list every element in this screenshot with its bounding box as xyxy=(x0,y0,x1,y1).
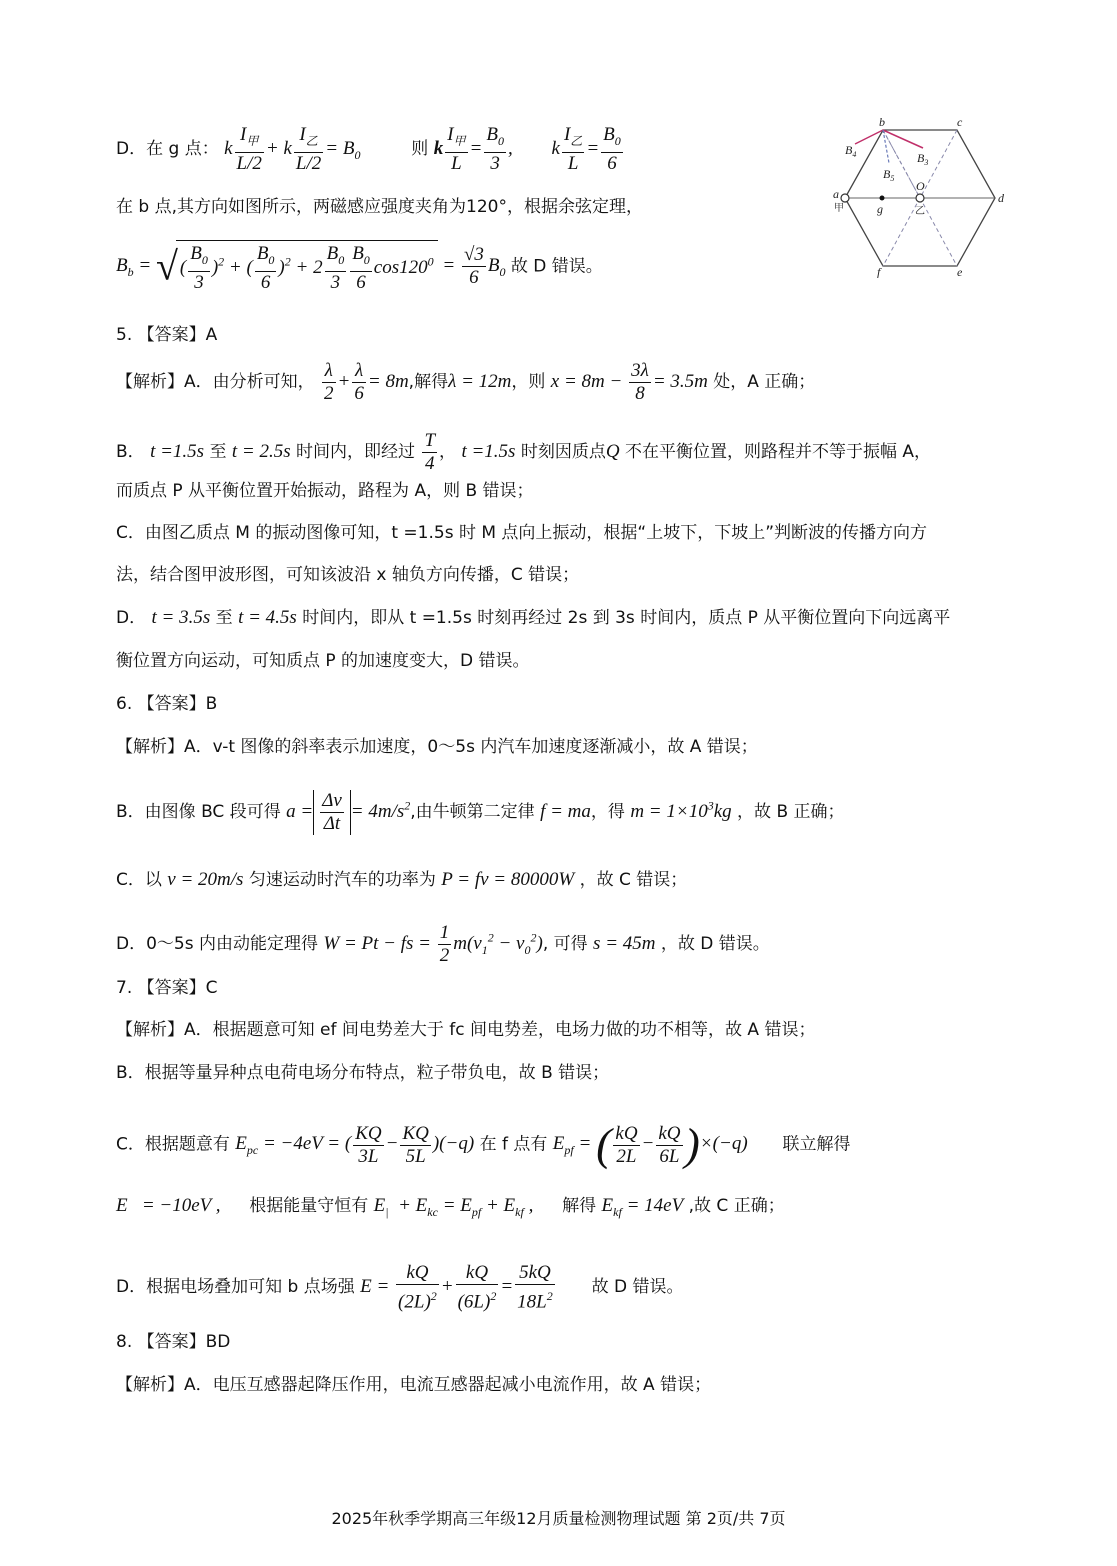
point-g xyxy=(880,196,885,201)
q6-answer: 6. 【答案】B xyxy=(116,694,218,714)
wire-jia xyxy=(841,194,849,202)
page-footer: 2025年秋季学期高三年级12月质量检测物理试题 第 2页/共 7页 xyxy=(331,1509,786,1528)
q5-a-line: 【解析】A．由分析可知， $\frac{\lambda}{2}$ + $\frac{\lambda}{6}$ = 8m,解得λ = 12m，则 x = 8m − $\frac{3\lambda}{8}$ = 3.5m 处，A 正确； xyxy=(116,360,816,404)
label-e: e xyxy=(957,265,963,278)
label-a: a xyxy=(833,187,839,201)
label-g: g xyxy=(877,202,883,216)
q5-d-line-1: D． t = 3.5s 至 t = 4.5s 时间内，即从 t =1.5s 时刻再经过 2s 到 3s 时间内，质点 P 从平衡位置向下向远离平 xyxy=(116,607,951,628)
wire-yi xyxy=(916,194,924,202)
q5-b-line-2: 而质点 P 从平衡位置开始振动，路程为 A，则 B 错误； xyxy=(116,481,534,501)
formula-ratio-1: k $\frac{I_甲}{L}$ = $\frac{B_0}{3}$ , xyxy=(433,124,513,174)
label-jia: 甲 xyxy=(834,203,844,214)
formula-g-point: k $\frac{I_甲}{L/2}$ + k $\frac{I_乙}{L/2}$ = $B_0$ xyxy=(224,124,361,174)
q7-a-line: 【解析】A．根据题意可知 ef 间电势差大于 fc 间电势差，电场力做的功不相等，故 A 错误； xyxy=(116,1020,816,1040)
q6-c-line: C．以 v = 20m/s 匀速运动时汽车的功率为 P = fv = 80000W ，故 C 错误； xyxy=(116,869,688,890)
arrow-b5 xyxy=(883,130,889,163)
q5-c-line-1: C．由图乙质点 M 的振动图像可知，t =1.5s 时 M 点向上振动，根据“上坡下，下坡上”判断波的传播方向方 xyxy=(116,523,928,543)
q5-d-line-2: 衡位置方向运动，可知质点 P 的加速度变大，D 错误。 xyxy=(116,651,530,671)
q4-b-point-text: 在 b 点,其方向如图所示，两磁感应强度夹角为120°，根据余弦定理， xyxy=(116,197,643,217)
q7-c-line: C．根据题意有 $E_{pc} = -4eV$ = ( $\frac{KQ}{3L}$ − $\frac{KQ}{5L}$ )(−q) 在 f 点有 $E_{pf}$ = ( $\frac{kQ}{2L}$ − $\frac{kQ}{6L}$ )×(−q) 联立解得 xyxy=(116,1119,851,1170)
label-b5: $B_5$ xyxy=(883,167,895,183)
arrow-b3 xyxy=(883,130,923,148)
q5-answer: 5. 【答案】A xyxy=(116,325,218,345)
formula-ratio-2: k $\frac{I_乙}{L}$ = $\frac{B_0}{6}$ xyxy=(551,124,621,174)
q6-a-line: 【解析】A．v-t 图像的斜率表示加速度，0～5s 内汽车加速度逐渐减小，故 A 错误； xyxy=(116,737,758,757)
q5-c-line-2: 法，结合图甲波形图，可知该波沿 x 轴负方向传播，C 错误； xyxy=(116,565,580,585)
label-b3: $B_3$ xyxy=(917,151,929,167)
q7-b-line: B．根据等量异种点电荷电场分布特点，粒子带负电，故 B 错误； xyxy=(116,1063,610,1083)
label-d: d xyxy=(998,191,1004,205)
label-b4: $B_4$ xyxy=(845,143,857,159)
q4-d-line: D．在 g 点： k $\frac{I_甲}{L/2}$ + k $\frac{I_乙}{L/2}$ = $B_0$ 则 k $\frac{I_甲}{L}$ = $\frac{B_0}{3}$ , k $\frac{I_乙}{L}$ = $\frac{B_0}{6}$ xyxy=(116,124,625,175)
q8-a-line: 【解析】A．电压互感器起降压作用，电流互感器起减小电流作用，故 A 错误； xyxy=(116,1375,712,1395)
label-f: f xyxy=(877,265,881,278)
label-c: c xyxy=(957,118,963,129)
label-o: O xyxy=(916,179,925,193)
hexagon-figure xyxy=(825,118,1015,278)
q7-d-line: D．根据电场叠加可知 b 点场强 E = $\frac{kQ}{(2L)^2}$ + $\frac{kQ}{(6L)^2}$ = $\frac{5kQ}{18L^2}$ 故 D 错误。 xyxy=(116,1262,684,1313)
label-b: b xyxy=(879,118,885,129)
q6-d-line: D．0～5s 内由动能定理得 W = Pt − fs = $\frac{1}{2}$ $m(v_1^2 - v_0^2)$, 可得 s = 45m ，故 D 错误。 xyxy=(116,922,770,966)
label-yi: 乙 xyxy=(915,206,925,217)
q8-answer: 8. 【答案】BD xyxy=(116,1332,231,1352)
q5-b-line-1: B． t =1.5s 至 t = 2.5s 时间内，即经过 $\frac{T}{4}$ ， t =1.5s 时刻因质点Q 不在平衡位置，则路程并不等于振幅 A， xyxy=(116,430,932,474)
q4-cosine-line: $B_b$ = √ ( $\frac{B_0}{3}$ )$^2$ + ( $\frac{B_0}{6}$ )$^2$ + 2 $\frac{B_0}{3}$ $\frac{B_0}{6}$ $\cos 120^0$ = $\frac{√3}{6}$ $B_0$ 故 D 错误。 xyxy=(116,240,603,294)
q6-b-line: B．由图像 BC 段可得 a = $\frac{\Delta v}{\Delta t}$ = $4m/s^2$,由牛顿第二定律 f = ma，得 $m = 1\times 10^3kg$ ，故 B 正确； xyxy=(116,790,845,834)
q7-e-line: E = −10eV , 根据能量守恒有 $E_| + E_{kc} = E_{pf} + E_{kf}$ , 解得 $E_{kf} = 14eV$ ,故 C 正确； xyxy=(116,1195,785,1219)
q7-answer: 7. 【答案】C xyxy=(116,978,218,998)
formula-bb: $B_b$ = √ ( $\frac{B_0}{3}$ )$^2$ + ( $\frac{B_0}{6}$ )$^2$ + 2 $\frac{B_0}{3}$ $\frac{B_0}{6}$ $\cos 120^0$ = $\frac{√3}{6}$ $B_0$ xyxy=(116,255,506,276)
